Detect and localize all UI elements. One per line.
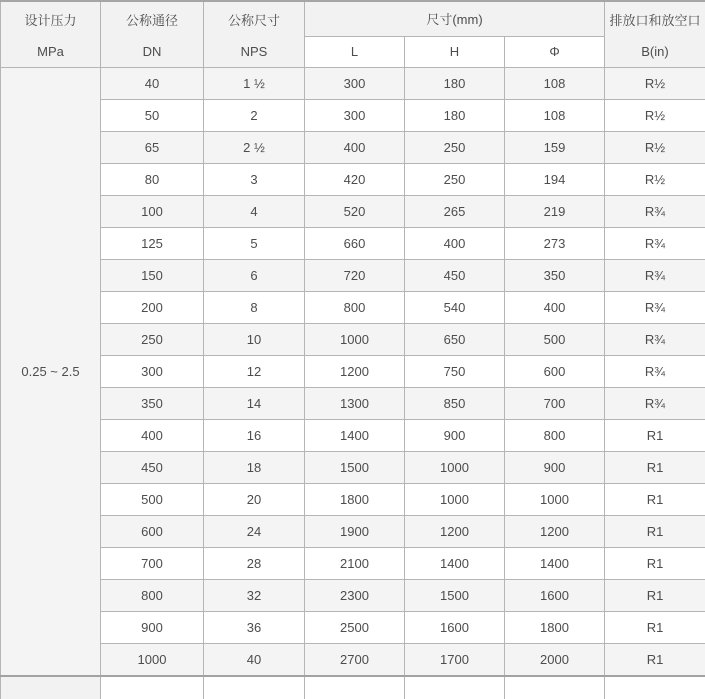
cell-b: R1	[605, 612, 705, 644]
header-dim-phi: Φ	[505, 36, 605, 67]
cell-nps: 18	[204, 452, 305, 484]
table-row	[1, 100, 705, 132]
cell-h: 1600	[405, 612, 505, 644]
cell-nps: 4	[204, 196, 305, 228]
cell-dn: 80	[101, 164, 204, 196]
table-row	[1, 612, 705, 644]
cell-l: 420	[305, 164, 405, 196]
cell-phi: 1800	[505, 612, 605, 644]
cell-l: 2500	[305, 612, 405, 644]
cell-l: 1200	[305, 356, 405, 388]
cell-l: 300	[305, 100, 405, 132]
cell-l: 1300	[305, 388, 405, 420]
pressure-range-cell: 0.25 ~ 2.5	[1, 68, 101, 676]
header-row-main	[1, 1, 705, 36]
cell-phi: 1400	[505, 548, 605, 580]
cell-dn: 250	[101, 324, 204, 356]
cell-dn: 150	[101, 260, 204, 292]
cell-dn: 40	[101, 68, 204, 100]
table-row	[1, 388, 705, 420]
next-section-cell	[305, 676, 405, 699]
table-row	[1, 644, 705, 676]
cell-nps: 3	[204, 164, 305, 196]
cell-nps: 8	[204, 292, 305, 324]
cell-h: 1000	[405, 452, 505, 484]
cell-b: R1	[605, 580, 705, 612]
cell-h: 400	[405, 228, 505, 260]
cell-nps: 2	[204, 100, 305, 132]
header-nominal-diameter-label: 公称通径	[125, 12, 178, 28]
cell-l: 1900	[305, 516, 405, 548]
cell-l: 300	[305, 68, 405, 100]
cell-b: R¾	[605, 196, 705, 228]
cell-nps: 32	[204, 580, 305, 612]
cell-phi: 700	[505, 388, 605, 420]
cell-h: 180	[405, 68, 505, 100]
cell-l: 1800	[305, 484, 405, 516]
cell-dn: 400	[101, 420, 204, 452]
cell-l: 1000	[305, 324, 405, 356]
table-row	[1, 68, 705, 100]
cell-dn: 200	[101, 292, 204, 324]
table-row	[1, 548, 705, 580]
header-outlet-unit: B(in)	[641, 44, 669, 59]
cell-nps: 36	[204, 612, 305, 644]
cell-b: R½	[605, 164, 705, 196]
cell-h: 750	[405, 356, 505, 388]
cell-phi: 194	[505, 164, 605, 196]
header-nominal-diameter	[101, 1, 204, 68]
table-row	[1, 484, 705, 516]
table-row	[1, 196, 705, 228]
table-row	[1, 580, 705, 612]
cell-phi: 159	[505, 132, 605, 164]
cell-h: 850	[405, 388, 505, 420]
cell-nps: 28	[204, 548, 305, 580]
cell-b: R1	[605, 548, 705, 580]
header-nominal-diameter-unit: DN	[142, 44, 162, 59]
header-dim-l: L	[305, 36, 405, 67]
cell-dn: 800	[101, 580, 204, 612]
cell-l: 2300	[305, 580, 405, 612]
cell-l: 660	[305, 228, 405, 260]
next-section-row	[1, 676, 705, 699]
cell-b: R¾	[605, 388, 705, 420]
next-pressure-range-cell	[1, 676, 101, 699]
next-section-cell	[505, 676, 605, 699]
cell-l: 800	[305, 292, 405, 324]
cell-h: 1200	[405, 516, 505, 548]
cell-dn: 350	[101, 388, 204, 420]
cell-l: 400	[305, 132, 405, 164]
header-nominal-size-label: 公称尺寸	[227, 12, 280, 28]
cell-phi: 108	[505, 100, 605, 132]
cell-b: R1	[605, 484, 705, 516]
cell-b: R½	[605, 68, 705, 100]
header-design-pressure	[1, 1, 101, 68]
header-outlet	[605, 1, 705, 68]
cell-nps: 12	[204, 356, 305, 388]
table-row	[1, 164, 705, 196]
cell-b: R¾	[605, 260, 705, 292]
cell-dn: 900	[101, 612, 204, 644]
cell-phi: 2000	[505, 644, 605, 676]
cell-dn: 300	[101, 356, 204, 388]
table-row	[1, 132, 705, 164]
cell-nps: 40	[204, 644, 305, 676]
table-body	[1, 68, 705, 699]
cell-h: 180	[405, 100, 505, 132]
table-row	[1, 260, 705, 292]
table-row	[1, 324, 705, 356]
next-section-cell	[405, 676, 505, 699]
cell-b: R¾	[605, 228, 705, 260]
cell-phi: 273	[505, 228, 605, 260]
cell-l: 2700	[305, 644, 405, 676]
cell-phi: 600	[505, 356, 605, 388]
cell-phi: 1200	[505, 516, 605, 548]
next-section-cell	[101, 676, 204, 699]
cell-b: R¾	[605, 356, 705, 388]
cell-phi: 1000	[505, 484, 605, 516]
cell-nps: 6	[204, 260, 305, 292]
cell-dn: 65	[101, 132, 204, 164]
cell-l: 720	[305, 260, 405, 292]
cell-b: R½	[605, 132, 705, 164]
cell-phi: 500	[505, 324, 605, 356]
cell-nps: 1 ½	[204, 68, 305, 100]
table-row	[1, 420, 705, 452]
cell-h: 250	[405, 132, 505, 164]
table-row	[1, 452, 705, 484]
cell-phi: 108	[505, 68, 605, 100]
cell-nps: 5	[204, 228, 305, 260]
cell-b: R1	[605, 452, 705, 484]
cell-phi: 350	[505, 260, 605, 292]
table-row	[1, 516, 705, 548]
cell-h: 1500	[405, 580, 505, 612]
header-nominal-size-unit: NPS	[240, 44, 268, 59]
cell-nps: 16	[204, 420, 305, 452]
cell-h: 650	[405, 324, 505, 356]
table-row	[1, 228, 705, 260]
cell-phi: 1600	[505, 580, 605, 612]
header-outlet-label: 排放口和放空口	[609, 12, 701, 28]
cell-l: 2100	[305, 548, 405, 580]
cell-dn: 1000	[101, 644, 204, 676]
cell-l: 520	[305, 196, 405, 228]
cell-b: R1	[605, 516, 705, 548]
cell-dn: 700	[101, 548, 204, 580]
cell-h: 450	[405, 260, 505, 292]
cell-phi: 400	[505, 292, 605, 324]
cell-dn: 500	[101, 484, 204, 516]
next-section-cell	[605, 676, 705, 699]
header-dim-h: H	[405, 36, 505, 67]
cell-phi: 800	[505, 420, 605, 452]
cell-nps: 14	[204, 388, 305, 420]
cell-phi: 219	[505, 196, 605, 228]
cell-phi: 900	[505, 452, 605, 484]
cell-nps: 10	[204, 324, 305, 356]
cell-h: 265	[405, 196, 505, 228]
cell-h: 1700	[405, 644, 505, 676]
cell-h: 1000	[405, 484, 505, 516]
header-dimensions-group: 尺寸(mm)	[305, 1, 605, 36]
table-header	[1, 1, 705, 68]
cell-dn: 450	[101, 452, 204, 484]
header-nominal-size	[204, 1, 305, 68]
cell-dn: 600	[101, 516, 204, 548]
cell-b: R1	[605, 420, 705, 452]
cell-b: R¾	[605, 292, 705, 324]
cell-l: 1500	[305, 452, 405, 484]
table-row	[1, 292, 705, 324]
table-row	[1, 356, 705, 388]
cell-b: R1	[605, 644, 705, 676]
cell-h: 900	[405, 420, 505, 452]
cell-b: R¾	[605, 324, 705, 356]
cell-h: 1400	[405, 548, 505, 580]
cell-nps: 24	[204, 516, 305, 548]
cell-dn: 125	[101, 228, 204, 260]
header-design-pressure-label: 设计压力	[24, 12, 77, 28]
next-section-cell	[204, 676, 305, 699]
cell-nps: 2 ½	[204, 132, 305, 164]
header-design-pressure-unit: MPa	[37, 44, 64, 59]
cell-h: 540	[405, 292, 505, 324]
cell-dn: 50	[101, 100, 204, 132]
cell-dn: 100	[101, 196, 204, 228]
cell-b: R½	[605, 100, 705, 132]
cell-nps: 20	[204, 484, 305, 516]
cell-h: 250	[405, 164, 505, 196]
cell-l: 1400	[305, 420, 405, 452]
